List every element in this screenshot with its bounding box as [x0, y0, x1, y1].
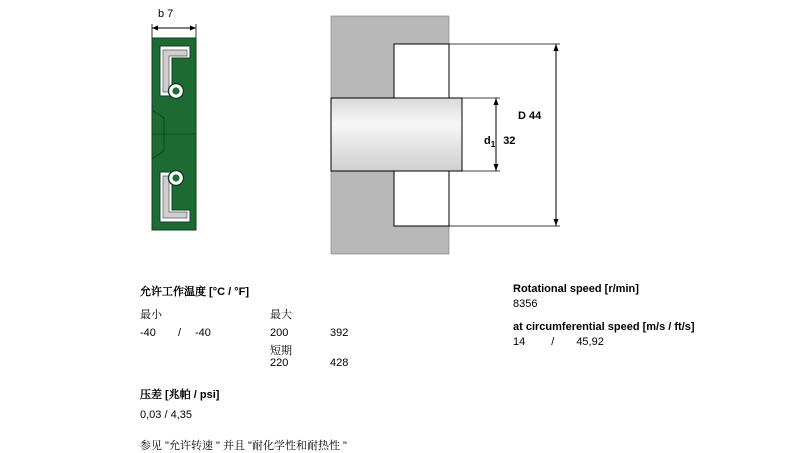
- temp-short-term-label: 短期: [270, 345, 292, 357]
- reference-note: 参见 "允许转速 " 并且 "耐化学性和耐热性 ": [140, 440, 347, 452]
- inner-diameter-label: [484, 135, 515, 149]
- table-row: [140, 357, 470, 372]
- circumferential-speed-separator: /: [551, 336, 555, 348]
- min-label: 最小: [140, 309, 162, 321]
- width-dimension-label: b 7: [158, 8, 174, 20]
- temp-sep-1: /: [178, 327, 182, 339]
- outer-diameter-label: D 44: [518, 110, 542, 122]
- circumferential-speed-values: [513, 336, 783, 348]
- temp-min-f: -40: [195, 327, 211, 339]
- specs-left-column: [140, 283, 470, 453]
- temp-max-c: 200: [270, 327, 289, 339]
- pressure-value: 0,03 / 4,35: [140, 409, 192, 421]
- table-row: [140, 327, 470, 342]
- temperature-header: 允许工作温度 [°C / °F]: [140, 286, 250, 298]
- temp-short-term-c: 220: [270, 357, 289, 369]
- temp-short-term-f: 428: [330, 357, 349, 369]
- temp-max-f: 392: [330, 327, 349, 339]
- max-label: 最大: [270, 309, 292, 321]
- circumferential-speed-block: [513, 321, 783, 348]
- temp-min-c: -40: [140, 327, 156, 339]
- left-seal-cross-section: [152, 24, 196, 230]
- minmax-labels-row: [140, 306, 470, 321]
- specs-right-column: [513, 283, 783, 348]
- inner-diameter-symbol: d: [484, 135, 491, 147]
- circumferential-speed-ms: 14: [513, 336, 526, 348]
- right-assembly-section: [331, 16, 560, 254]
- table-row: [140, 342, 470, 357]
- inner-diameter-value: 32: [503, 135, 516, 147]
- rotational-speed-value: 8356: [513, 298, 538, 310]
- inner-diameter-subscript: 1: [490, 140, 496, 150]
- rotational-speed-header: Rotational speed [r/min]: [513, 283, 639, 295]
- circumferential-speed-fts: 45,92: [576, 336, 604, 348]
- circumferential-speed-header: at circumferential speed [m/s / ft/s]: [513, 321, 695, 333]
- pressure-header: 压差 [兆帕 / psi]: [140, 389, 220, 401]
